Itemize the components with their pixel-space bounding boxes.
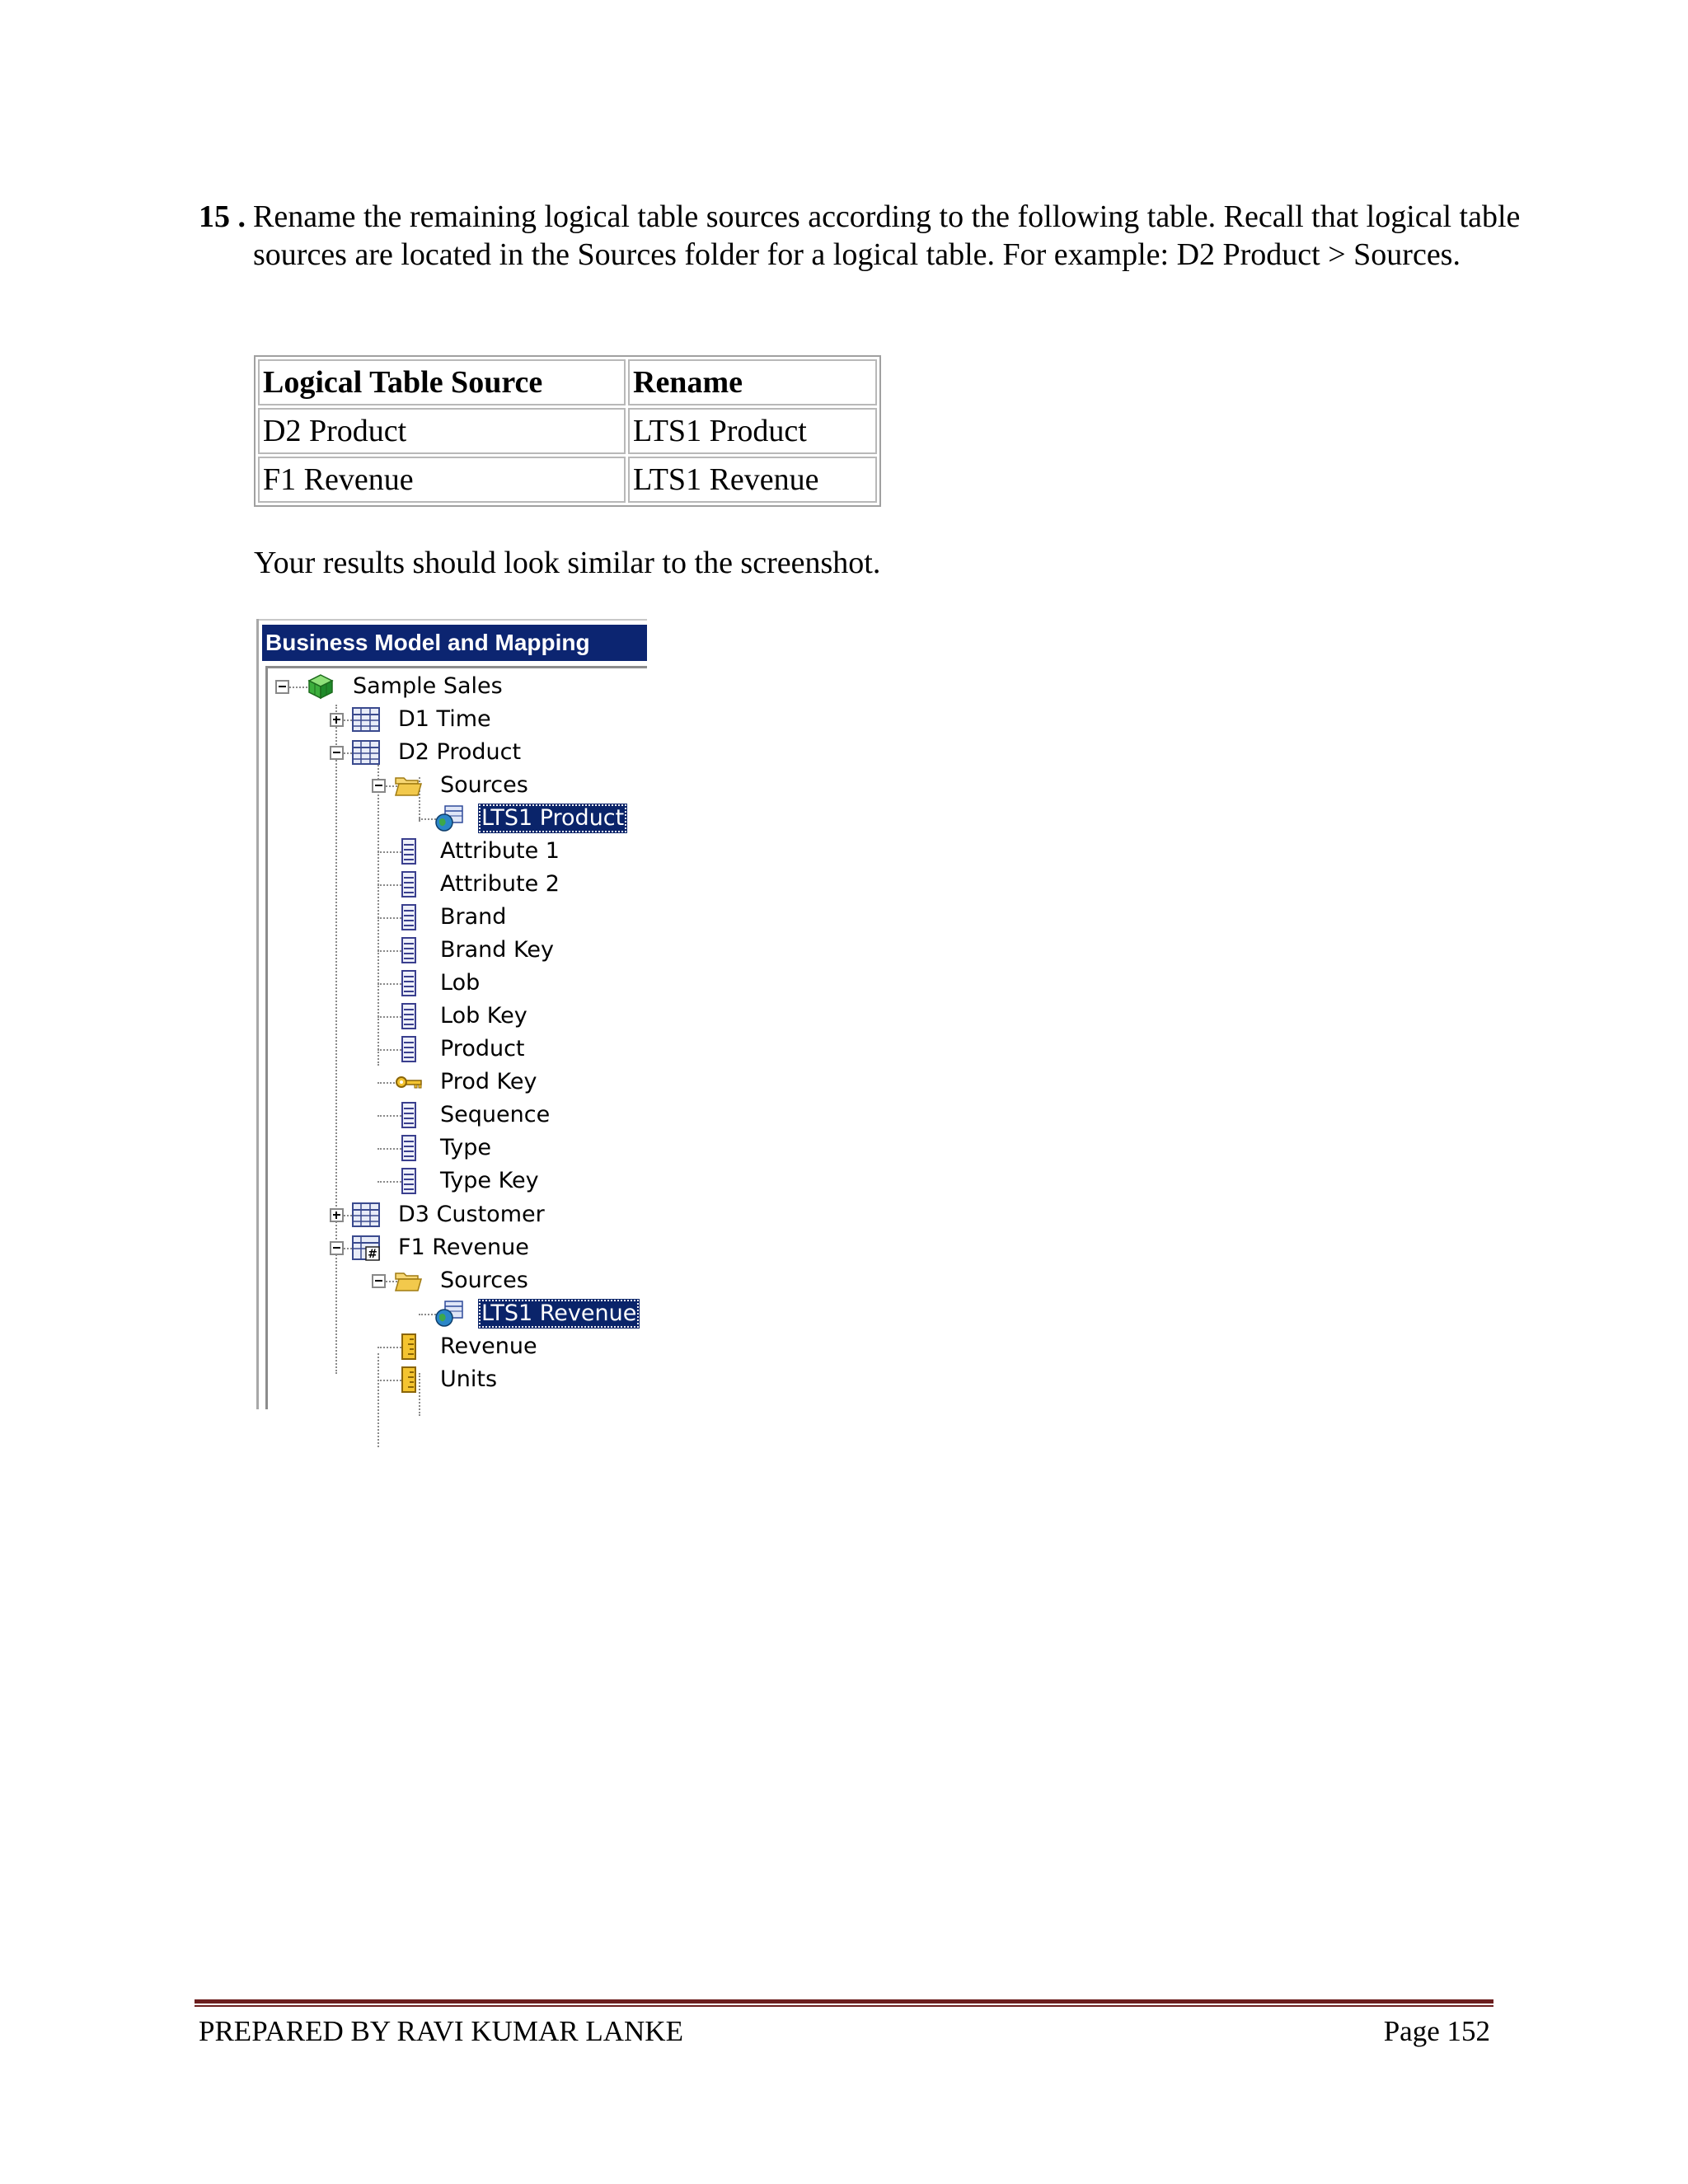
tree-node-label: Brand [440, 904, 507, 930]
table-cell: LTS1 Product [628, 408, 877, 454]
tree-node-label: Lob [440, 970, 481, 996]
table-cell: D2 Product [258, 408, 626, 454]
tree-node-label: Sequence [440, 1102, 551, 1127]
column-icon [394, 970, 422, 996]
column-icon [394, 1168, 422, 1194]
footer-rule [195, 2005, 1493, 2007]
panel-title: Business Model and Mapping [262, 625, 647, 661]
tree-panel [265, 666, 647, 1409]
logical-table-source-icon [435, 1301, 463, 1327]
tree-node-label: Attribute 1 [440, 838, 560, 864]
key-icon [394, 1069, 422, 1095]
column-icon [394, 904, 422, 930]
tree-node-label: Prod Key [440, 1069, 537, 1094]
table-header-cell: Rename [628, 359, 877, 405]
tree-node-label: Sources [440, 1268, 528, 1293]
footer-rule [195, 1999, 1493, 2004]
table-header-row [258, 359, 877, 405]
tree-node-label: Sample Sales [353, 673, 503, 699]
tree-node-label: Brand Key [440, 937, 554, 963]
column-icon [394, 838, 422, 865]
table-header-cell: Logical Table Source [258, 359, 626, 405]
collapse-toggle[interactable] [372, 1274, 386, 1288]
rename-table [254, 355, 881, 507]
footer-page-number: Page 152 [1383, 2015, 1490, 2047]
fact-table-icon [352, 1235, 380, 1261]
tree-connector [377, 1353, 379, 1447]
table-row [258, 408, 877, 454]
column-icon [394, 1102, 422, 1128]
logical-table-icon [352, 706, 380, 733]
bmm-screenshot [256, 619, 647, 1409]
table-cell: F1 Revenue [258, 457, 626, 503]
tree-node-label: D1 Time [398, 706, 491, 732]
logical-table-icon [352, 739, 380, 766]
collapse-toggle[interactable] [275, 680, 289, 694]
expand-toggle[interactable] [330, 1208, 344, 1222]
tree-connector [289, 687, 307, 688]
tree-node-label: Revenue [440, 1333, 537, 1359]
measure-column-icon [394, 1333, 422, 1360]
column-icon [394, 1003, 422, 1029]
folder-open-icon [394, 1268, 422, 1294]
logical-table-source-icon [435, 805, 463, 832]
screenshot-border [256, 619, 259, 1409]
step-text: Rename the remaining logical table sources according to the following table. Recall that logical table sources are located in the Sources folder for a logical table. For example: D2 Product > Sources. [253, 199, 1521, 272]
tree-connector [335, 705, 337, 1374]
logical-table-icon [352, 1202, 380, 1228]
column-icon [394, 871, 422, 898]
tree-node-label: Product [440, 1036, 525, 1062]
column-icon [394, 1135, 422, 1161]
tree-node-label: Lob Key [440, 1003, 528, 1029]
tree-node-label: Units [440, 1366, 498, 1392]
tree-node-label-selected: LTS1 Revenue [478, 1299, 640, 1329]
measure-column-icon [394, 1366, 422, 1393]
footer-author: PREPARED BY RAVI KUMAR LANKE [199, 2015, 683, 2047]
screenshot-border [256, 619, 647, 621]
results-note: Your results should look similar to the screenshot. [254, 546, 881, 580]
tree-node-label: D2 Product [398, 739, 522, 765]
svg-text:#: # [368, 1248, 377, 1261]
tree-view[interactable] [265, 666, 647, 1409]
folder-open-icon [394, 772, 422, 799]
cube-icon [307, 673, 335, 700]
tree-node-label: D3 Customer [398, 1202, 545, 1227]
table-cell: LTS1 Revenue [628, 457, 877, 503]
tree-node-label: Attribute 2 [440, 871, 560, 897]
column-icon [394, 1036, 422, 1062]
expand-toggle[interactable] [330, 713, 344, 727]
column-icon [394, 937, 422, 963]
tree-node-label: Sources [440, 772, 528, 798]
collapse-toggle[interactable] [372, 779, 386, 793]
tree-node-label: Type [440, 1135, 492, 1160]
collapse-toggle[interactable] [330, 746, 344, 760]
step-number: 15 . [199, 199, 246, 234]
tree-node-label: Type Key [440, 1168, 539, 1193]
tree-node-label-selected: LTS1 Product [478, 804, 627, 833]
table-row [258, 457, 877, 503]
tree-node-label: F1 Revenue [398, 1235, 529, 1260]
collapse-toggle[interactable] [330, 1241, 344, 1255]
